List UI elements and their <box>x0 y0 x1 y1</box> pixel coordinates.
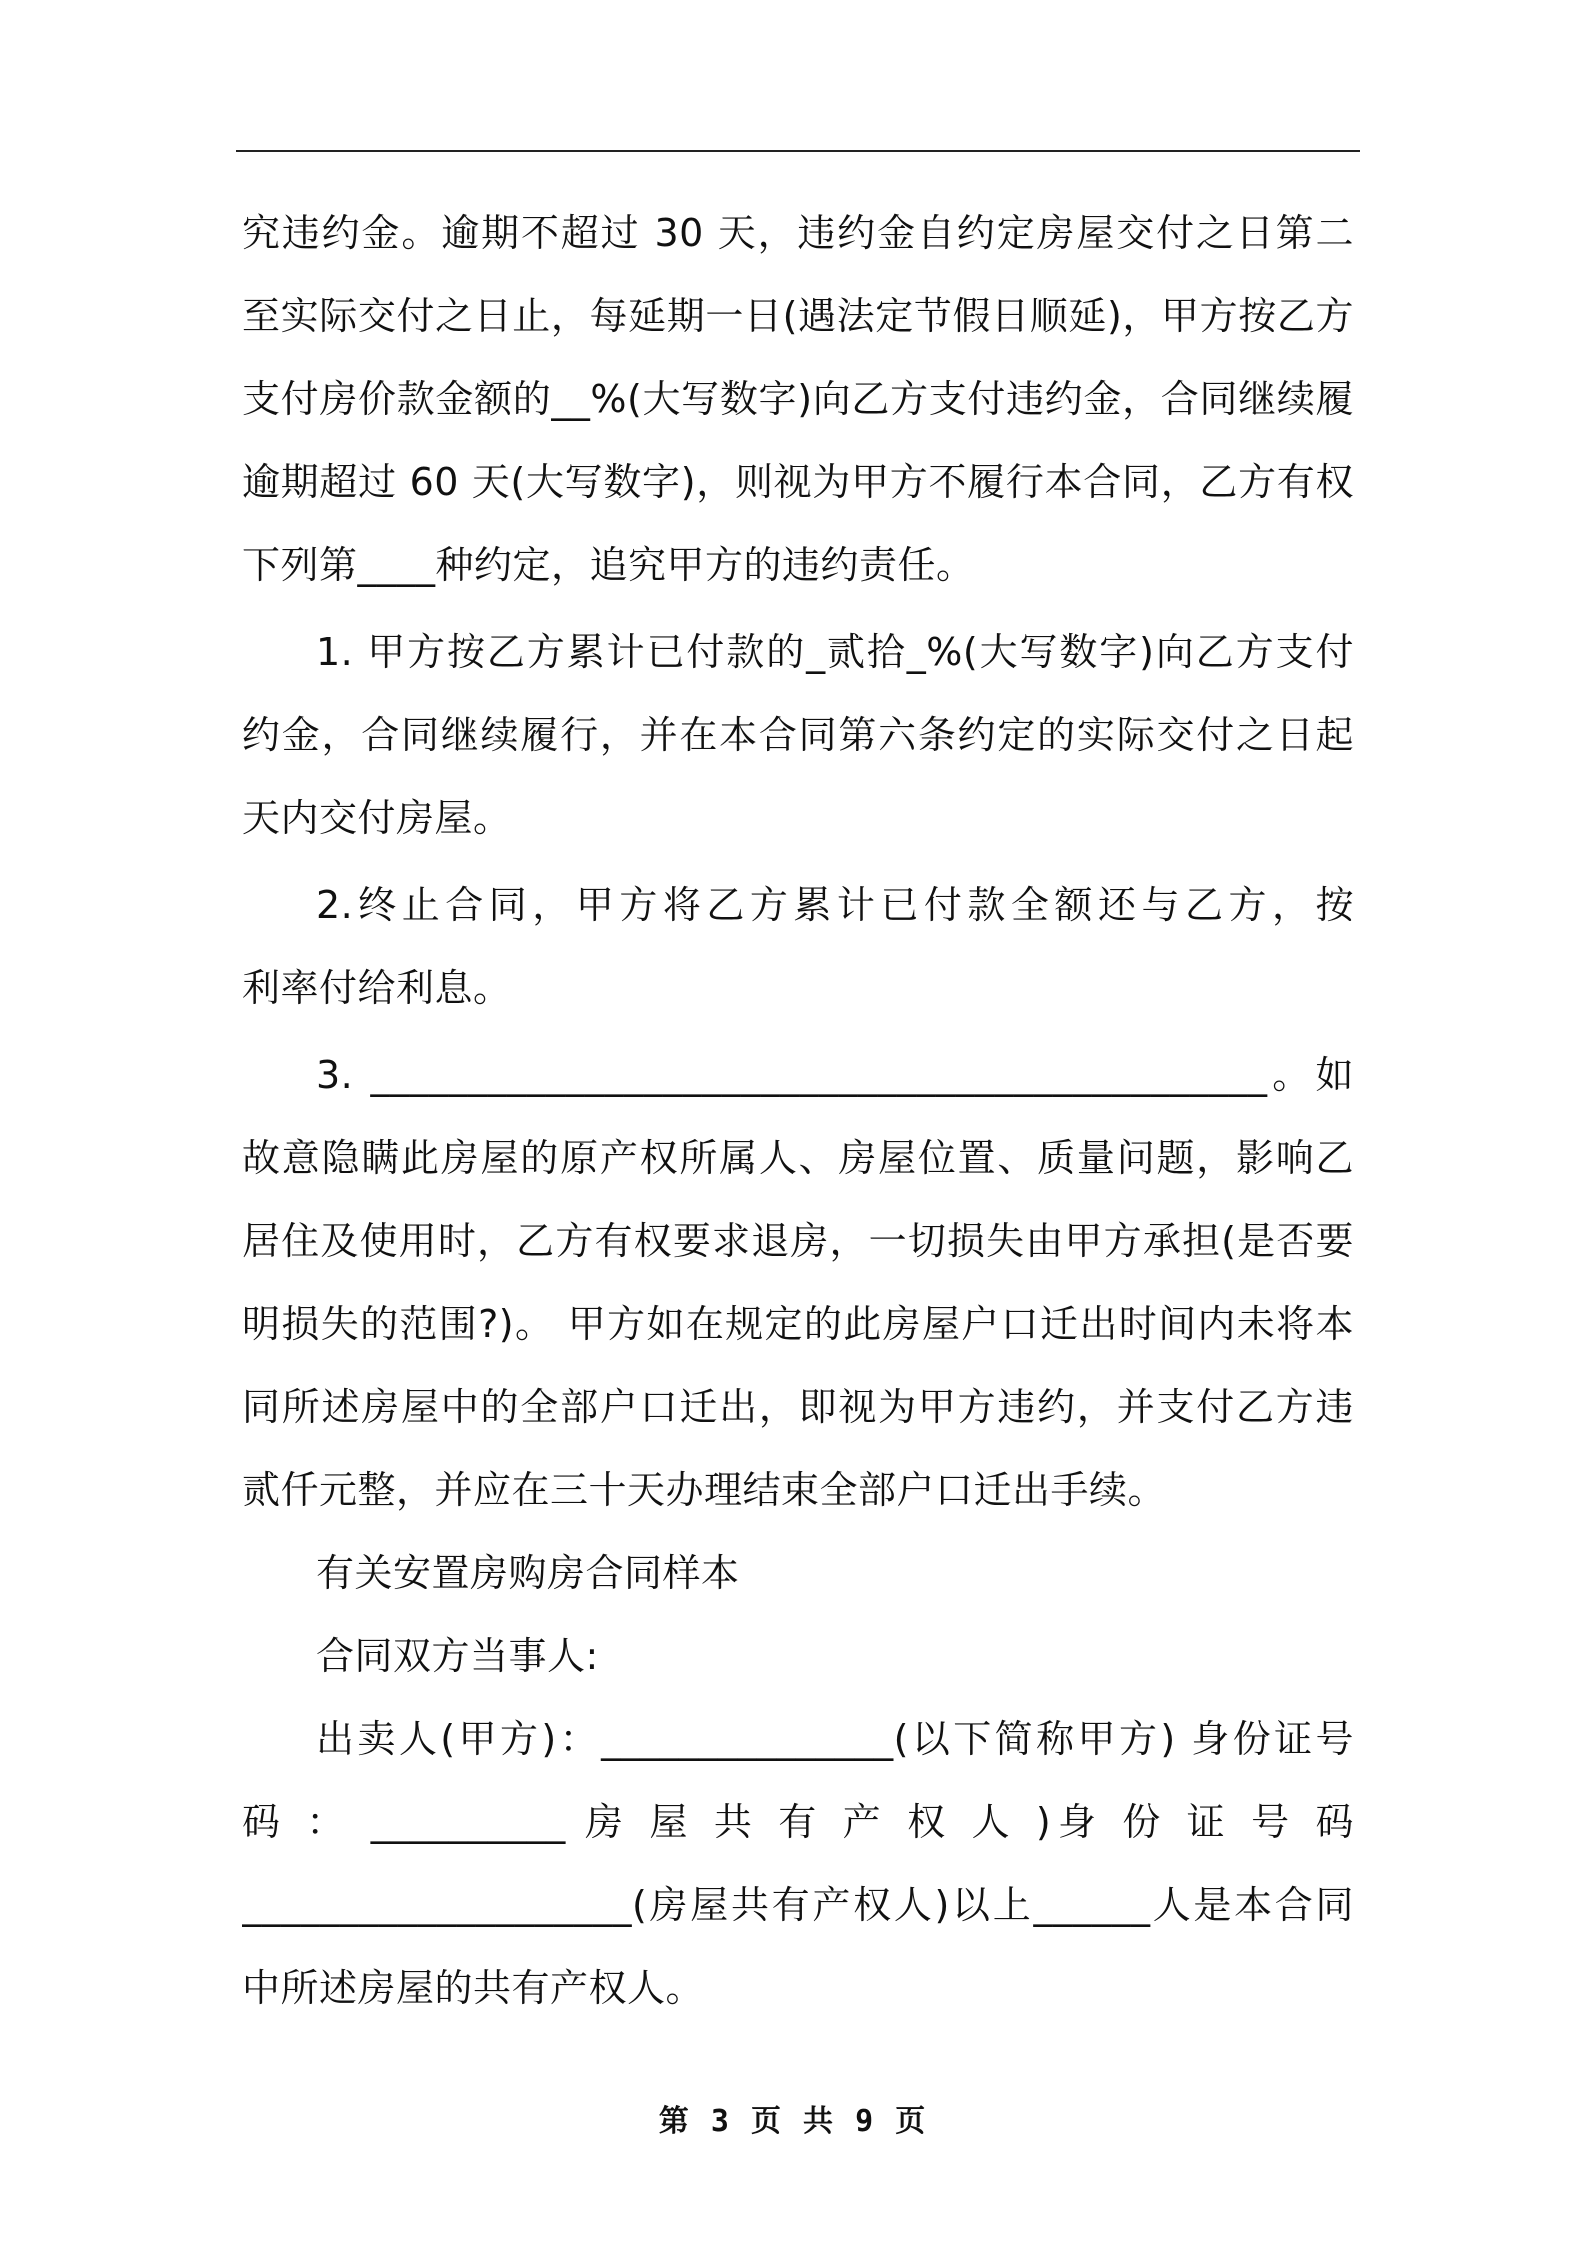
text-line: 逾期超过 60 天(大写数字)，则视为甲方不履行本合同，乙方有权 <box>242 460 1354 504</box>
text-line: 至实际交付之日止，每延期一日(遇法定节假日顺延)，甲方按乙方 <box>242 294 1354 338</box>
clause-2-line: 利率付给利息。 <box>242 966 512 1010</box>
clause-2-line: 2.终止合同，甲方将乙方累计已付款全额还与乙方，按 <box>316 883 1354 927</box>
text-line: 故意隐瞒此房屋的原产权所属人、房屋位置、质量问题，影响乙 <box>242 1136 1354 1180</box>
seller-line: 出卖人(甲方)：_______________(以下简称甲方) 身份证号 <box>316 1717 1354 1761</box>
clause-1-line: 天内交付房屋。 <box>242 796 512 840</box>
text-line: 究违约金。逾期不超过 30 天，违约金自约定房屋交付之日第二 <box>242 211 1354 255</box>
section-title: 有关安置房购房合同样本 <box>316 1551 740 1595</box>
text-line: 贰仟元整，并应在三十天办理结束全部户口迁出手续。 <box>242 1468 1167 1512</box>
text-line: 下列第____种约定，追究甲方的违约责任。 <box>242 543 975 587</box>
seller-line: 中所述房屋的共有产权人。 <box>242 1966 705 2010</box>
text-line: 居住及使用时，乙方有权要求退房，一切损失由甲方承担(是否要 <box>242 1219 1354 1263</box>
text-line: 同所述房屋中的全部户口迁出，即视为甲方违约，并支付乙方违 <box>242 1385 1354 1429</box>
page-number: 第 3 页 共 9 页 <box>658 2104 928 2139</box>
clause-3-line: 3. ______________________________________________。如 <box>316 1053 1354 1097</box>
header-rule <box>236 150 1360 152</box>
clause-1-line: 约金，合同继续履行，并在本合同第六条约定的实际交付之日起 <box>242 713 1354 757</box>
seller-line: ____________________(房屋共有产权人)以上______人是本合同 <box>242 1883 1354 1927</box>
seller-line: 码 ： __________ 房 屋 共 有 产 权 人 )身 份 证 号 码 <box>242 1800 1354 1844</box>
clause-1-line: 1. 甲方按乙方累计已付款的_贰拾_%(大写数字)向乙方支付 <box>316 630 1354 674</box>
text-line: 明损失的范围?)。 甲方如在规定的此房屋户口迁出时间内未将本 <box>242 1302 1354 1346</box>
text-line: 支付房价款金额的__%(大写数字)向乙方支付违约金，合同继续履 <box>242 377 1354 421</box>
parties-heading: 合同双方当事人: <box>316 1634 599 1678</box>
document-body <box>242 192 1354 2030</box>
